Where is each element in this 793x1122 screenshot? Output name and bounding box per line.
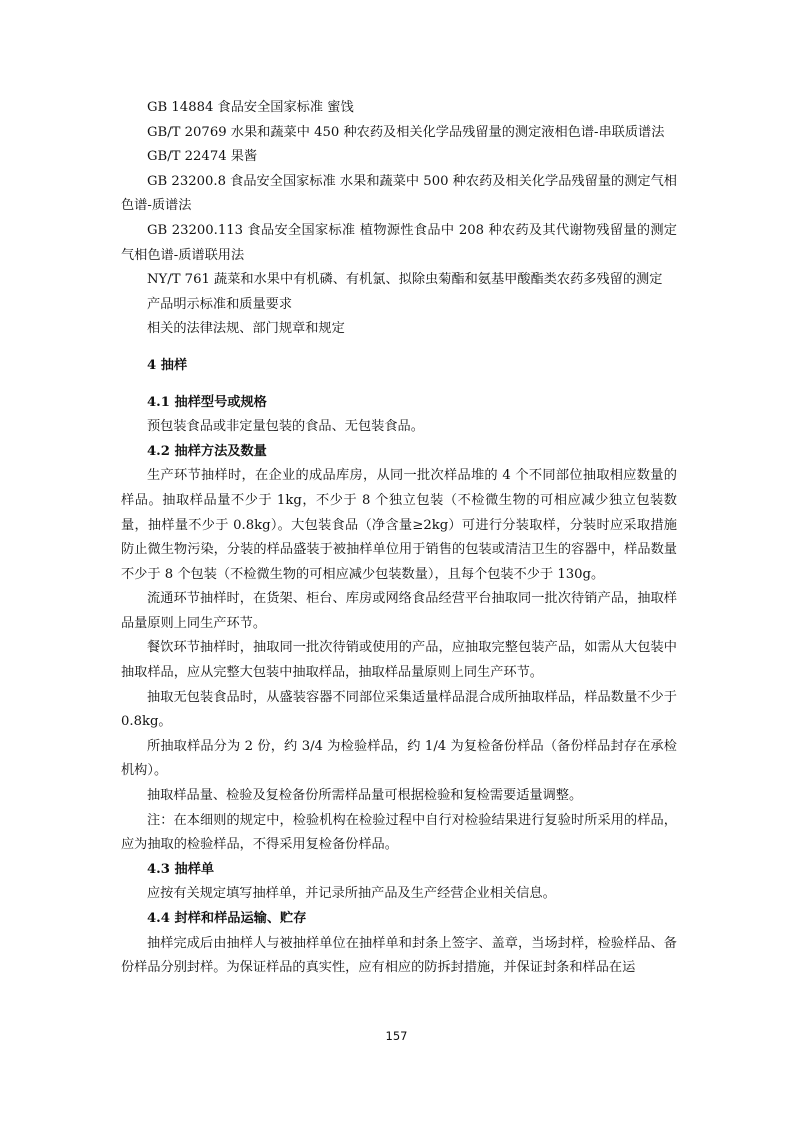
paragraph: 抽样完成后由抽样人与被抽样单位在抽样单和封条上签字、盖章，当场封样，检验样品、备份样品分别封样。为保证样品的真实性，应有相应的防拆封措施，并保证封条和样品在运 [121,935,677,976]
subsection-heading: 4.2 抽样方法及数量 [147,443,267,459]
reference-item: GB 23200.113 食品安全国家标准 植物源性食品中 208 种农药及其代谢物残留量的测定 气相色谱-质谱联用法 [121,222,677,263]
reference-item: GB/T 22474 果酱 [147,149,258,165]
reference-item: GB/T 20769 水果和蔬菜中 450 种农药及相关化学品残留量的测定液相色谱-串联质谱法 [147,124,665,140]
paragraph: 所抽取样品分为 2 份，约 3/4 为检验样品，约 1/4 为复检备份样品（备份样品封存在承检机构）。 [121,738,677,779]
paragraph: 应按有关规定填写抽样单，并记录所抽产品及生产经营企业相关信息。 [147,886,556,902]
reference-item: 产品明示标准和质量要求 [147,296,293,312]
reference-item: GB 23200.8 食品安全国家标准 水果和蔬菜中 500 种农药及相关化学品残留量的测定气相色谱-质谱法 [121,173,677,214]
reference-item: 相关的法律法规、部门规章和规定 [147,321,345,337]
paragraph: 餐饮环节抽样时，抽取同一批次待销或使用的产品，应抽取完整包装产品，如需从大包装中抽取样品，应从完整大包装中抽取样品，抽取样品量原则上同生产环节。 [121,640,677,681]
subsection-heading: 4.4 封样和样品运输、贮存 [147,911,307,926]
reference-item: GB 14884 食品安全国家标准 蜜饯 [147,100,354,115]
page-content [121,96,677,981]
paragraph: 抽取样品量、检验及复检备份所需样品量可根据检验和复检需要适量调整。 [147,788,583,804]
paragraph: 生产环节抽样时，在企业的成品库房，从同一批次样品堆的 4 个不同部位抽取相应数量的样品。抽取样品量不少于 1kg，不少于 8 个独立包装（不检微生物的可相应减少独立包装数量，抽样量不少于 0.8kg）。大包装食品（净含量≥2kg）可进行分装取样，分装时应采取措施防止微生物污染，分装的样品盛装于被抽样单位用于销售的包装或清洁卫生的容器中，样品数量不少于 8 个包装（不检微生物的可相应减少包装数量），且每个包装不少于 130g。 [121,468,677,582]
paragraph: 预包装食品或非定量包装的食品、无包装食品。 [147,419,424,435]
subsection-heading: 4.1 抽样型号或规格 [147,394,267,410]
note-paragraph: 注：在本细则的规定中，检验机构在检验过程中自行对检验结果进行复验时所采用的样品，应为抽取的检验样品，不得采用复检备份样品。 [121,812,677,853]
reference-list [121,96,677,342]
page-number: 157 [385,1029,408,1043]
paragraph: 流通环节抽样时，在货架、柜台、库房或网络食品经营平台抽取同一批次待销产品，抽取样品量原则上同生产环节。 [121,591,677,631]
paragraph: 抽取无包装食品时，从盛装容器不同部位采集适量样品混合成所抽取样品，样品数量不少于 0.8kg。 [121,689,677,730]
section-heading: 4 抽样 [147,357,188,373]
reference-item: NY/T 761 蔬菜和水果中有机磷、有机氯、拟除虫菊酯和氨基甲酸酯类农药多残留的测定 [147,272,663,288]
subsection-heading: 4.3 抽样单 [147,861,215,877]
